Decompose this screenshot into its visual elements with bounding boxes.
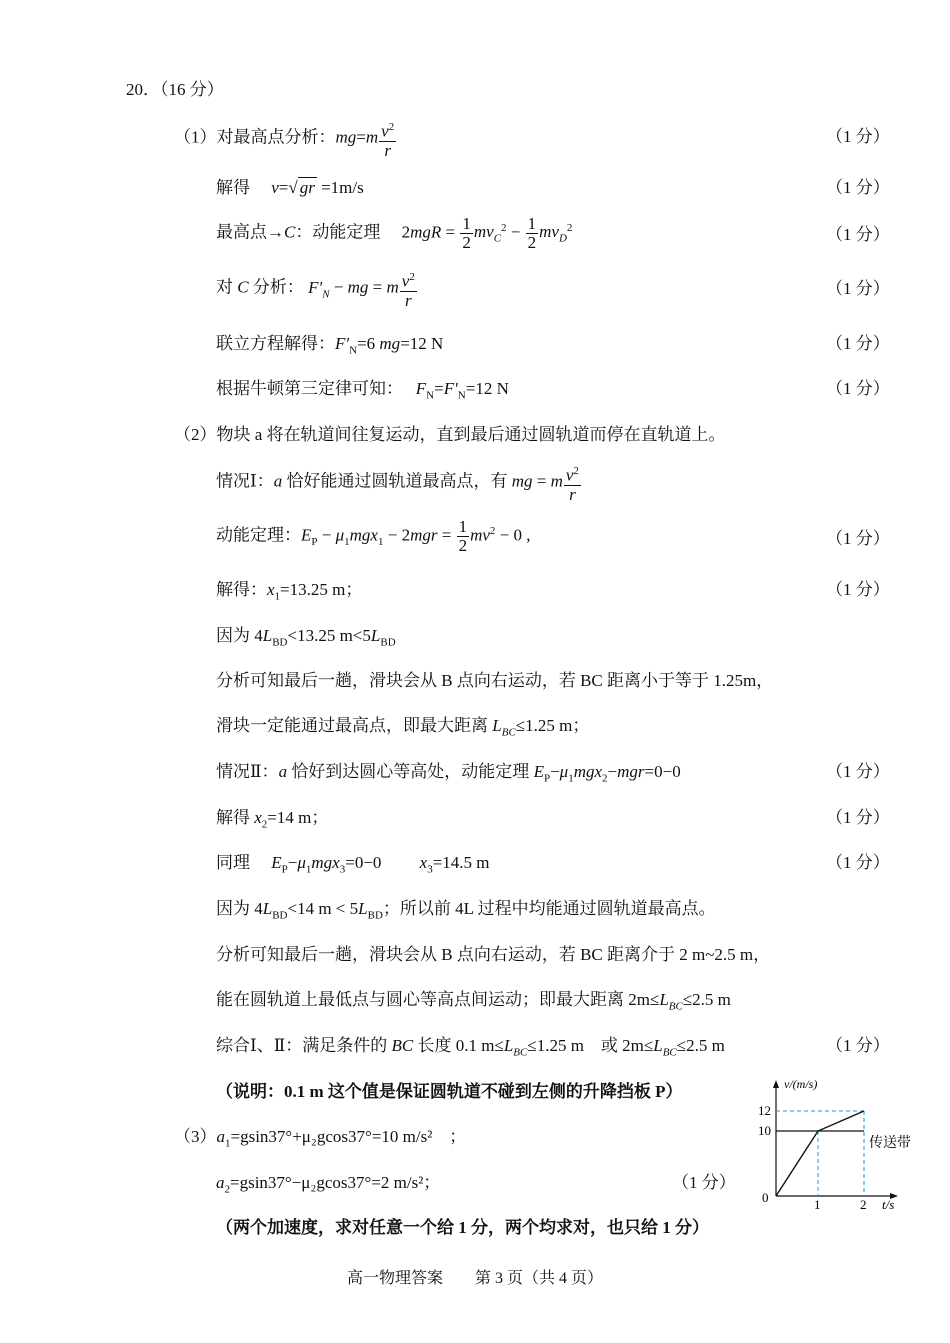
- x-axis-label: t/s: [882, 1197, 895, 1212]
- y-axis-arrow: [773, 1080, 779, 1088]
- mark: （1 分）: [826, 279, 890, 298]
- part1-line5: 联立方程解得：$F'_N=6$ mg=12 N: [216, 334, 444, 357]
- part1-line3: 最高点→C：动能定理 2mgR = $\frac{1}{2}$ $mv_C^2$ − $\frac{1}{2}$ $mv_D^2$: [216, 214, 573, 252]
- mark: （1 分）: [826, 580, 890, 599]
- part2-case1: 情况Ⅰ：a 恰好能通过圆轨道最高点，有 mg = m $\frac{v^2}{r}$: [216, 462, 582, 504]
- part2-because1: 因为 $4L_{BD}<13.25$ $m<5L_{BD}$: [216, 626, 396, 649]
- mark: （1 分）: [826, 529, 890, 548]
- part2-note: （说明：0.1 m 这个值是保证圆轨道不碰到左侧的升降挡板 P）: [216, 1082, 683, 1101]
- part1-line6: 根据牛顿第三定律可知： $F_N=F'_N=12$ N: [216, 379, 509, 402]
- part1-line1: （1）对最高点分析：mg=m $\frac{v^2}{r}$: [174, 118, 397, 160]
- y-axis-label: v/(m/s): [784, 1077, 818, 1091]
- velocity-curve: [776, 1111, 864, 1196]
- x-tick-2: 2: [860, 1197, 867, 1212]
- part2-intro: （2）物块 a 将在轨道间往复运动，直到最后通过圆轨道而停在直轨道上。: [174, 425, 726, 444]
- part2-because2: 因为 $4L_{BD}<14$ $m < 5L_{BD}$；所以前 4L 过程中均能通过圆轨道最高点。: [216, 899, 716, 922]
- mark: （1 分）: [826, 334, 890, 353]
- mark: （1 分）: [826, 808, 890, 827]
- mark: （1 分）: [672, 1173, 736, 1192]
- mark: （1 分）: [826, 853, 890, 872]
- belt-label: 传送带: [869, 1136, 911, 1151]
- part3-note: （两个加速度，求对任意一个给 1 分，两个均求对，也只给 1 分）: [216, 1218, 709, 1237]
- part1-line4: 对 C 分析： $F'_N$ − mg = m $\frac{v^2}{r}$: [216, 268, 418, 310]
- part3-a2: $a_2=gsin37^\circ-\mu_2gcos37^\circ=2$ m/s²；: [216, 1173, 441, 1196]
- part2-analysis2: 分析可知最后一趟，滑块会从 B 点向右运动，若 BC 距离介于 2 m~2.5 m，: [216, 945, 771, 964]
- part2-solve2: 解得 $x_2=14$ m；: [216, 808, 329, 831]
- part3-a1: $(3)a_1=gsin37^\circ+\mu_2gcos37^\circ=10$ m/s² ；: [174, 1127, 467, 1150]
- y-tick-12: 12: [758, 1103, 771, 1118]
- part1-line2: 解得 v=√ gr =1m/s: [216, 178, 364, 197]
- mark: （1 分）: [826, 1036, 890, 1055]
- origin-label: 0: [762, 1190, 769, 1205]
- y-tick-10: 10: [758, 1123, 771, 1138]
- mark: （1 分）: [826, 379, 890, 398]
- problem-header: 20．（16 分）: [126, 80, 224, 99]
- mark: （1 分）: [826, 762, 890, 781]
- part2-solve1: 解得：$x_1=13.25$ m；: [216, 580, 363, 603]
- part2-energy: 动能定理：$E_P - \mu_1mgx_1 - 2mgr$ = $\frac{1}{2}$ $mv^2 - 0$ ,: [216, 517, 531, 555]
- part2-combine: 综合Ⅰ、Ⅱ：满足条件的 BC 长度 0.1 $m\le L_{BC}\le 1.25$ m 或 $2m\le L_{BC}\le 2.5$ m: [216, 1036, 725, 1059]
- mark: （1 分）: [826, 225, 890, 244]
- part2-conclusion2: 能在圆轨道上最低点与圆心等高点间运动；即最大距离 $2m\le L_{BC}\le 2.5$ m: [216, 990, 731, 1013]
- part2-analysis1: 分析可知最后一趟，滑块会从 B 点向右运动，若 BC 距离小于等于 1.25m，: [216, 671, 774, 690]
- x-tick-1: 1: [814, 1197, 821, 1212]
- part2-same: 同理 $E_P-\mu_1mgx_3=0-0$ $x_3=14.5$ m: [216, 853, 490, 876]
- page-footer: 高一物理答案 第 3 页（共 4 页）: [346, 1270, 603, 1287]
- mark: （1 分）: [826, 178, 890, 197]
- mark: （1 分）: [826, 127, 890, 146]
- part2-conclusion1: 滑块一定能通过最高点，即最大距离 $L_{BC}\le 1.25$ m；: [216, 716, 590, 739]
- vt-graph: [748, 1076, 918, 1216]
- part2-case2: 情况Ⅱ：a 恰好到达圆心等高处，动能定理 $E_P-\mu_1mgx_2-mgr=0-0$: [216, 762, 681, 785]
